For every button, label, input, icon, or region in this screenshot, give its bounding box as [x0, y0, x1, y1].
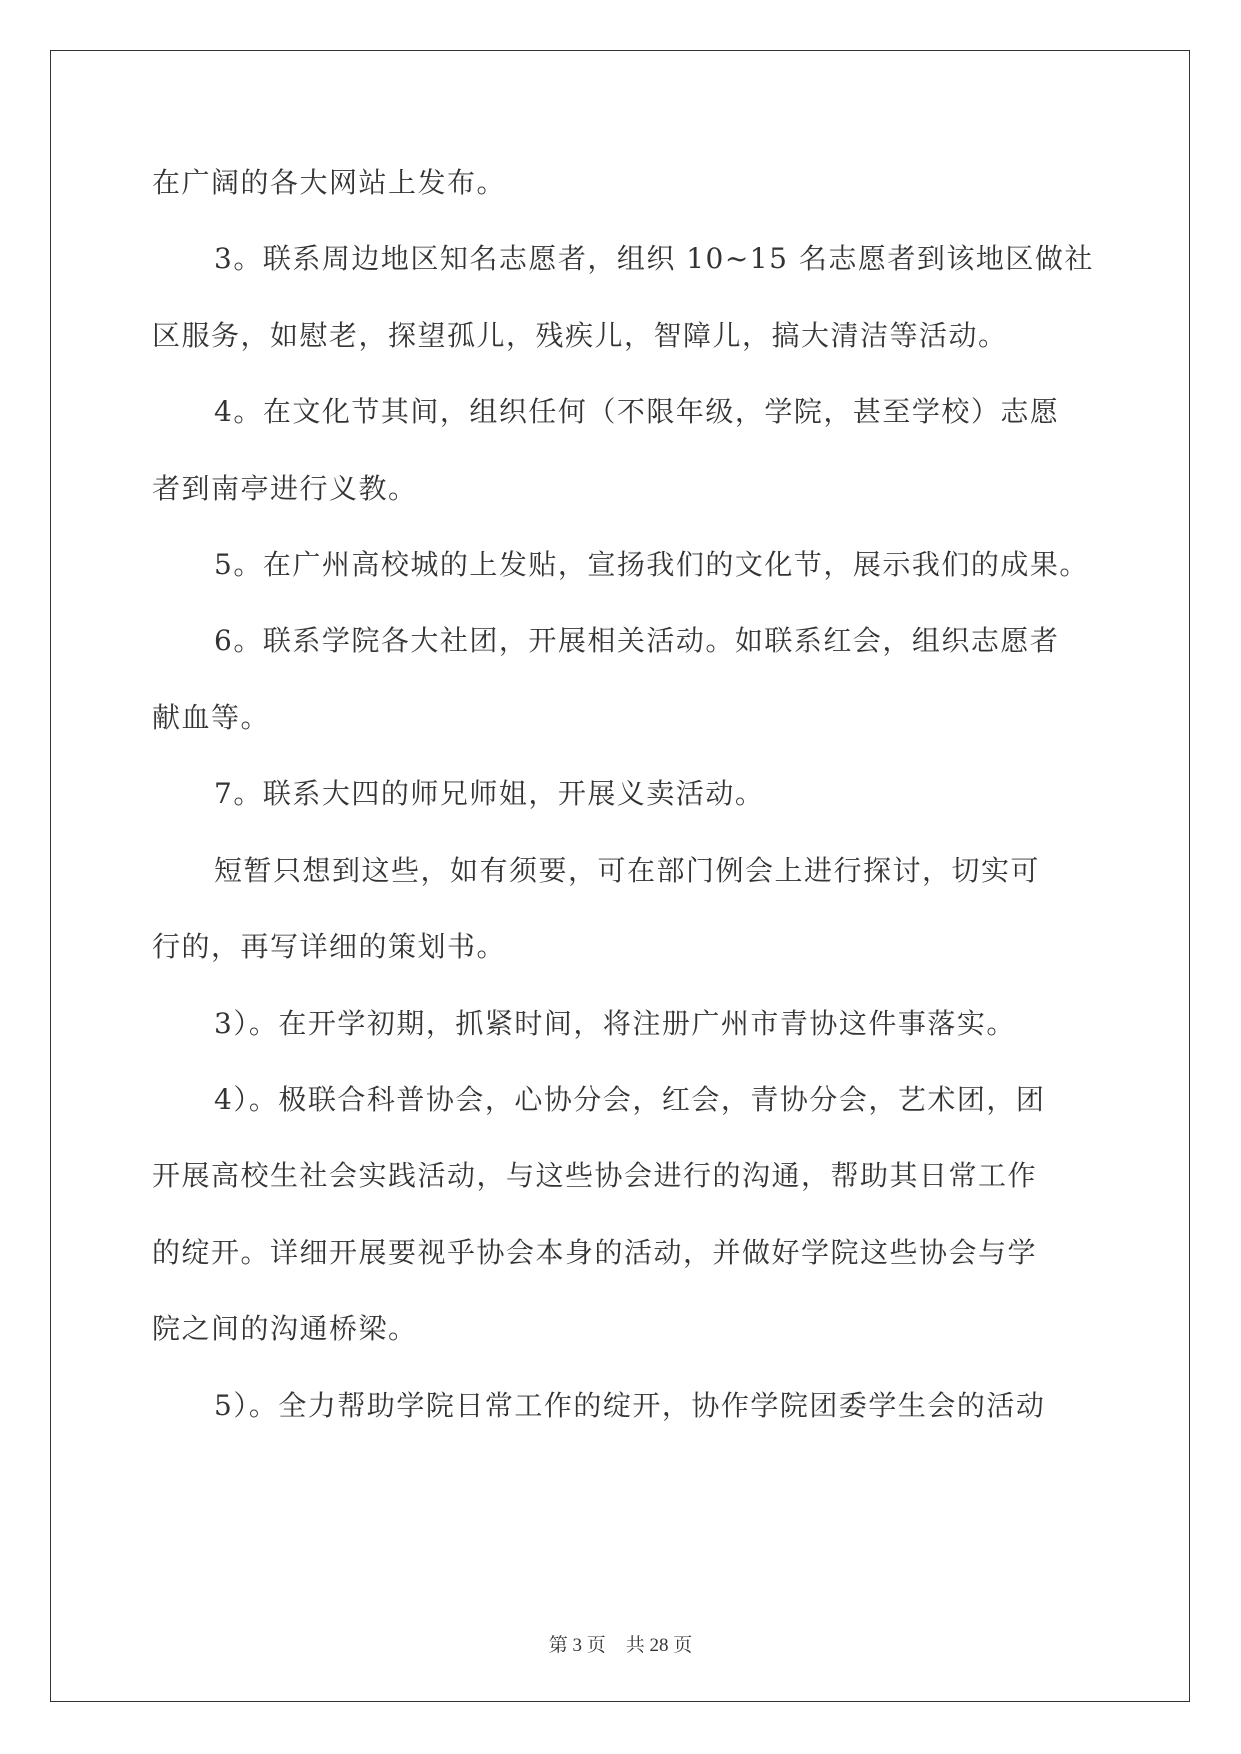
text-line: 行的，再写详细的策划书。	[152, 930, 507, 963]
text-line: 的绽开。详细开展要视乎协会本身的活动，并做好学院这些协会与学	[152, 1236, 1038, 1269]
text-line: 6。联系学院各大社团，开展相关活动。如联系红会，组织志愿者	[214, 624, 1060, 657]
text-line: 5。在广州高校城的上发贴，宣扬我们的文化节，展示我们的成果。	[214, 548, 1089, 581]
text-line: 区服务，如慰老，探望孤儿，残疾儿，智障儿，搞大清洁等活动。	[152, 319, 1008, 352]
page-number: 第 3 页	[548, 1635, 606, 1656]
text-line: 院之间的沟通桥梁。	[152, 1312, 418, 1345]
text-line: 短暂只想到这些，如有须要，可在部门例会上进行探讨，切实可	[214, 854, 1041, 887]
text-line: 开展高校生社会实践活动，与这些协会进行的沟通，帮助其日常工作	[152, 1159, 1038, 1192]
page-total: 共 28 页	[625, 1635, 693, 1656]
text-line: 7。联系大四的师兄师姐，开展义卖活动。	[214, 777, 765, 810]
text-line: 在广阔的各大网站上发布。	[152, 166, 507, 199]
text-line: 3）。在开学初期，抓紧时间，将注册广州市青协这件事落实。	[214, 1007, 1016, 1040]
page-footer	[0, 1630, 1241, 1657]
text-line: 4）。极联合科普协会，心协分会，红会，青协分会，艺术团，团	[214, 1083, 1046, 1116]
text-line: 者到南亭进行义教。	[152, 472, 418, 505]
text-line: 5）。全力帮助学院日常工作的绽开，协作学院团委学生会的活动	[214, 1389, 1046, 1422]
text-line: 献血等。	[152, 701, 271, 734]
text-line: 4。在文化节其间，组织任何（不限年级，学院，甚至学校）志愿	[214, 395, 1060, 428]
text-line: 3。联系周边地区知名志愿者，组织 10~15 名志愿者到该地区做社	[214, 242, 1094, 275]
